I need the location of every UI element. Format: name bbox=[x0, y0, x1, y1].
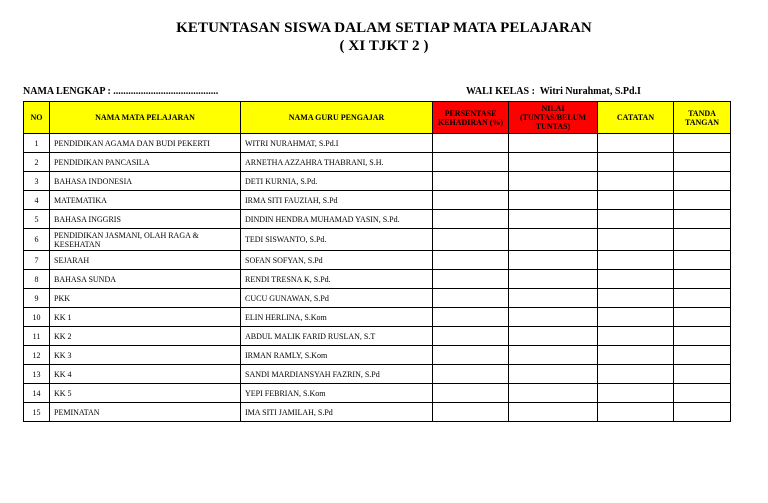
row-notes-cell[interactable] bbox=[598, 384, 674, 403]
table-header-row bbox=[24, 102, 731, 134]
row-notes-cell[interactable] bbox=[598, 153, 674, 172]
row-notes-cell[interactable] bbox=[598, 346, 674, 365]
row-notes-cell[interactable] bbox=[598, 251, 674, 270]
row-subject: PEMINATAN bbox=[50, 403, 241, 422]
row-number: 7 bbox=[24, 251, 50, 270]
row-number: 9 bbox=[24, 289, 50, 308]
row-teacher: WITRI NURAHMAT, S.Pd.I bbox=[241, 134, 433, 153]
row-score-cell[interactable] bbox=[509, 384, 598, 403]
row-signature-cell[interactable] bbox=[674, 251, 731, 270]
row-teacher: IRMA SITI FAUZIAH, S.Pd bbox=[241, 191, 433, 210]
row-teacher: DINDIN HENDRA MUHAMAD YASIN, S.Pd. bbox=[241, 210, 433, 229]
row-attendance-cell[interactable] bbox=[433, 134, 509, 153]
row-signature-cell[interactable] bbox=[674, 210, 731, 229]
row-attendance-cell[interactable] bbox=[433, 251, 509, 270]
row-number: 14 bbox=[24, 384, 50, 403]
row-subject: KK 1 bbox=[50, 308, 241, 327]
row-attendance-cell[interactable] bbox=[433, 308, 509, 327]
row-subject: PENDIDIKAN AGAMA DAN BUDI PEKERTI bbox=[50, 134, 241, 153]
table-row bbox=[24, 172, 731, 191]
row-attendance-cell[interactable] bbox=[433, 384, 509, 403]
table-row bbox=[24, 229, 731, 251]
row-number: 8 bbox=[24, 270, 50, 289]
row-number: 12 bbox=[24, 346, 50, 365]
student-name-label: NAMA LENGKAP : bbox=[23, 86, 111, 97]
row-number: 3 bbox=[24, 172, 50, 191]
row-score-cell[interactable] bbox=[509, 270, 598, 289]
row-score-cell[interactable] bbox=[509, 251, 598, 270]
row-teacher: DETI KURNIA, S.Pd. bbox=[241, 172, 433, 191]
row-signature-cell[interactable] bbox=[674, 308, 731, 327]
row-attendance-cell[interactable] bbox=[433, 172, 509, 191]
row-score-cell[interactable] bbox=[509, 346, 598, 365]
row-subject: BAHASA INGGRIS bbox=[50, 210, 241, 229]
row-score-cell[interactable] bbox=[509, 134, 598, 153]
row-subject: PENDIDIKAN PANCASILA bbox=[50, 153, 241, 172]
row-notes-cell[interactable] bbox=[598, 365, 674, 384]
row-signature-cell[interactable] bbox=[674, 172, 731, 191]
col-header-subject: NAMA MATA PELAJARAN bbox=[50, 102, 241, 134]
row-score-cell[interactable] bbox=[509, 153, 598, 172]
row-teacher: ABDUL MALIK FARID RUSLAN, S.T bbox=[241, 327, 433, 346]
row-score-cell[interactable] bbox=[509, 229, 598, 251]
row-teacher: IMA SITI JAMILAH, S.Pd bbox=[241, 403, 433, 422]
row-subject: BAHASA SUNDA bbox=[50, 270, 241, 289]
row-number: 13 bbox=[24, 365, 50, 384]
row-number: 5 bbox=[24, 210, 50, 229]
col-header-teacher: NAMA GURU PENGAJAR bbox=[241, 102, 433, 134]
row-subject: KK 3 bbox=[50, 346, 241, 365]
row-signature-cell[interactable] bbox=[674, 191, 731, 210]
table-row bbox=[24, 289, 731, 308]
table-row bbox=[24, 153, 731, 172]
row-attendance-cell[interactable] bbox=[433, 346, 509, 365]
row-signature-cell[interactable] bbox=[674, 134, 731, 153]
row-teacher: CUCU GUNAWAN, S.Pd bbox=[241, 289, 433, 308]
table-row bbox=[24, 365, 731, 384]
row-subject: BAHASA INDONESIA bbox=[50, 172, 241, 191]
row-subject: KK 5 bbox=[50, 384, 241, 403]
row-score-cell[interactable] bbox=[509, 327, 598, 346]
row-score-cell[interactable] bbox=[509, 289, 598, 308]
row-signature-cell[interactable] bbox=[674, 403, 731, 422]
row-notes-cell[interactable] bbox=[598, 289, 674, 308]
row-notes-cell[interactable] bbox=[598, 308, 674, 327]
row-notes-cell[interactable] bbox=[598, 210, 674, 229]
homeroom-teacher-line bbox=[466, 86, 641, 97]
table-row bbox=[24, 270, 731, 289]
row-number: 6 bbox=[24, 229, 50, 251]
row-number: 10 bbox=[24, 308, 50, 327]
row-signature-cell[interactable] bbox=[674, 346, 731, 365]
row-attendance-cell[interactable] bbox=[433, 153, 509, 172]
row-attendance-cell[interactable] bbox=[433, 289, 509, 308]
table-row bbox=[24, 327, 731, 346]
homeroom-teacher-value: Witri Nurahmat, S.Pd.I bbox=[539, 86, 641, 97]
row-number: 4 bbox=[24, 191, 50, 210]
row-attendance-cell[interactable] bbox=[433, 327, 509, 346]
col-header-score: NILAI (TUNTAS/BELUM TUNTAS) bbox=[509, 102, 598, 134]
table-row bbox=[24, 210, 731, 229]
row-attendance-cell[interactable] bbox=[433, 365, 509, 384]
row-teacher: ELIN HERLINA, S.Kom bbox=[241, 308, 433, 327]
row-teacher: RENDI TRESNA K, S.Pd. bbox=[241, 270, 433, 289]
row-subject: PKK bbox=[50, 289, 241, 308]
row-attendance-cell[interactable] bbox=[433, 403, 509, 422]
row-subject: KK 2 bbox=[50, 327, 241, 346]
document-title: KETUNTASAN SISWA DALAM SETIAP MATA PELAJARAN bbox=[176, 20, 592, 36]
row-notes-cell[interactable] bbox=[598, 172, 674, 191]
row-notes-cell[interactable] bbox=[598, 191, 674, 210]
row-attendance-cell[interactable] bbox=[433, 270, 509, 289]
row-notes-cell[interactable] bbox=[598, 327, 674, 346]
table-row bbox=[24, 134, 731, 153]
table-row bbox=[24, 384, 731, 403]
col-header-no: NO bbox=[24, 102, 50, 134]
homeroom-teacher-label: WALI KELAS : bbox=[466, 86, 535, 97]
table-row bbox=[24, 308, 731, 327]
row-attendance-cell[interactable] bbox=[433, 191, 509, 210]
student-name-line bbox=[23, 86, 218, 97]
row-score-cell[interactable] bbox=[509, 365, 598, 384]
row-subject: MATEMATIKA bbox=[50, 191, 241, 210]
row-signature-cell[interactable] bbox=[674, 270, 731, 289]
row-signature-cell[interactable] bbox=[674, 229, 731, 251]
row-subject: PENDIDIKAN JASMANI, OLAH RAGA & KESEHATAN bbox=[50, 229, 241, 251]
row-subject: KK 4 bbox=[50, 365, 241, 384]
row-teacher: SOFAN SOFYAN, S.Pd bbox=[241, 251, 433, 270]
table-row bbox=[24, 251, 731, 270]
document-subtitle: ( XI TJKT 2 ) bbox=[339, 38, 429, 54]
row-teacher: TEDI SISWANTO, S.Pd. bbox=[241, 229, 433, 251]
row-teacher: ARNETHA AZZAHRA THABRANI, S.H. bbox=[241, 153, 433, 172]
col-header-attendance: PERSENTASE KEHADIRAN (%) bbox=[433, 102, 509, 134]
row-signature-cell[interactable] bbox=[674, 384, 731, 403]
row-teacher: YEPI FEBRIAN, S.Kom bbox=[241, 384, 433, 403]
row-number: 2 bbox=[24, 153, 50, 172]
row-attendance-cell[interactable] bbox=[433, 210, 509, 229]
row-score-cell[interactable] bbox=[509, 172, 598, 191]
table-row bbox=[24, 403, 731, 422]
row-score-cell[interactable] bbox=[509, 403, 598, 422]
table-row bbox=[24, 346, 731, 365]
row-score-cell[interactable] bbox=[509, 191, 598, 210]
row-notes-cell[interactable] bbox=[598, 270, 674, 289]
row-number: 15 bbox=[24, 403, 50, 422]
row-teacher: IRMAN RAMLY, S.Kom bbox=[241, 346, 433, 365]
row-score-cell[interactable] bbox=[509, 210, 598, 229]
row-subject: SEJARAH bbox=[50, 251, 241, 270]
row-notes-cell[interactable] bbox=[598, 403, 674, 422]
row-number: 11 bbox=[24, 327, 50, 346]
row-score-cell[interactable] bbox=[509, 308, 598, 327]
row-notes-cell[interactable] bbox=[598, 134, 674, 153]
row-attendance-cell[interactable] bbox=[433, 229, 509, 251]
row-notes-cell[interactable] bbox=[598, 229, 674, 251]
row-signature-cell[interactable] bbox=[674, 327, 731, 346]
row-number: 1 bbox=[24, 134, 50, 153]
table-body bbox=[24, 134, 731, 422]
row-signature-cell[interactable] bbox=[674, 365, 731, 384]
col-header-notes: CATATAN bbox=[598, 102, 674, 134]
subject-completion-table bbox=[23, 101, 731, 422]
table-row bbox=[24, 191, 731, 210]
student-name-value: .......................................... bbox=[113, 86, 219, 97]
col-header-signature: TANDA TANGAN bbox=[674, 102, 731, 134]
row-signature-cell[interactable] bbox=[674, 153, 731, 172]
row-teacher: SANDI MARDIANSYAH FAZRIN, S.Pd bbox=[241, 365, 433, 384]
row-signature-cell[interactable] bbox=[674, 289, 731, 308]
